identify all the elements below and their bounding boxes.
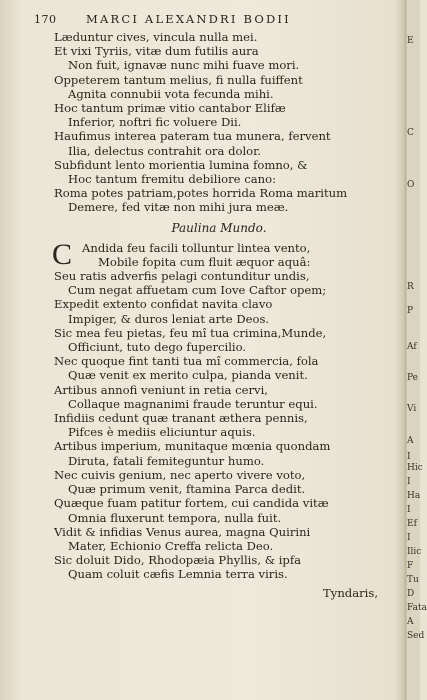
verse-line: Subfidunt lento morientia lumina fomno, & (54, 157, 308, 172)
facing-page-fragment: I (407, 533, 411, 543)
facing-page-fragment: I (407, 452, 411, 462)
verse-line: Haufimus interea pateram tua munera, fervent (54, 129, 331, 144)
facing-page-fragment: I (407, 477, 411, 487)
poem-paulina (54, 269, 384, 581)
facing-page-fragment: R (407, 282, 414, 292)
verse-line: Omnia fluxerunt tempora, nulla fuit. (68, 510, 282, 525)
catchword: Tyndaris, (323, 585, 378, 600)
verse-line: Inferior, noftri fic voluere Dii. (68, 115, 242, 130)
page-number: 170 (34, 13, 57, 26)
facing-page-fragment: Ef (407, 519, 417, 529)
facing-page-fragment: E (407, 36, 414, 46)
facing-page-fragment: Fata (407, 603, 427, 613)
facing-page-fragment: Hic (407, 463, 423, 473)
poem-opening (52, 237, 384, 271)
facing-page-fragment: Vi (407, 404, 417, 414)
verse-line: Quæ primum venit, ftamina Parca dedit. (68, 482, 306, 497)
verse-line: Nec cuivis genium, nec aperto vivere voto, (54, 467, 306, 482)
verse-line: Impiger, & duros leniat arte Deos. (68, 311, 270, 326)
facing-page-fragment: Sed (407, 631, 425, 641)
facing-page-fragment: D (407, 589, 415, 599)
facing-page-fragment: C (407, 128, 414, 138)
verse-line: Cum negat affuetam cum Iove Caftor opem; (68, 283, 327, 298)
facing-page-fragment: Pe (407, 373, 418, 383)
verse-line: Hoc tantum fremitu debiliore cano: (68, 172, 276, 187)
verse-line: Sic mea feu pietas, feu mî tua crimina,Munde, (54, 325, 327, 340)
verse-line: Roma potes patriam,potes horrida Roma maritum (54, 186, 348, 201)
facing-page-fragment: P (407, 306, 414, 316)
facing-page-fragment: Ilic (407, 547, 422, 557)
facing-page-fragment: I (407, 505, 411, 515)
poem-dido (54, 30, 384, 215)
verse-line: Nec quoque fint tanti tua mî commercia, fola (54, 354, 319, 369)
verse-line: Quæ venit ex merito culpa, pianda venit. (68, 368, 308, 383)
verse-line: Officiunt, tuto dego fupercilio. (68, 340, 247, 355)
verse-line: Artibus imperium, munitaque mœnia quondam (54, 439, 331, 454)
running-title: MARCI ALEXANDRI BODII (86, 12, 291, 26)
facing-page-fragment: A (407, 617, 414, 627)
verse-line: Mobile fopita cum fluit æquor aquâ: (98, 254, 311, 269)
verse-line: Quæque fuam patitur fortem, cui candida vitæ (54, 496, 329, 511)
drop-cap: C (52, 237, 73, 271)
verse-line: Quam coluit cæfis Lemnia terra viris. (68, 567, 288, 582)
verse-line: Collaque magnanimi fraude teruntur equi. (68, 396, 318, 411)
facing-page-fragment: F (407, 561, 414, 571)
verse-line: Oppeterem tantum melius, fi nulla fuiffent (54, 72, 303, 87)
verse-line: Expedit extento confidat navita clavo (54, 297, 273, 312)
facing-page-edge (406, 0, 427, 700)
facing-page-fragment: Ha (407, 491, 421, 501)
section-title: Paulina Mundo. (171, 220, 267, 235)
text-column (34, 12, 384, 600)
facing-page-fragment: O (407, 180, 415, 190)
verse-line: Ilia, delectus contrahit ora dolor. (68, 143, 262, 158)
facing-page-fragment: Tu (407, 575, 419, 585)
verse-line: Vidit & infidias Venus aurea, magna Quirini (54, 524, 311, 539)
verse-line: Andida feu facili tolluntur lintea vento, (82, 240, 311, 255)
verse-line: Non fuit, ignavæ nunc mihi fuave mori. (68, 58, 300, 73)
verse-line: Seu ratis adverfis pelagi contunditur undis, (54, 269, 310, 284)
verse-line: Mater, Echionio Creffa relicta Deo. (68, 538, 274, 553)
verse-line: Pifces è mediis eliciuntur aquis. (68, 425, 256, 440)
verse-line: Hoc tantum primæ vitio cantabor Elifæ (54, 101, 286, 116)
verse-line: Diruta, fatali femiteguntur humo. (68, 453, 265, 468)
page-header (34, 12, 384, 26)
verse-line: Et vixi Tyriis, vitæ dum futilis aura (54, 44, 259, 59)
verse-line: Demere, fed vitæ non mihi jura meæ. (68, 200, 289, 215)
verse-line: Sic doluit Dido, Rhodopæia Phyllis, & ipfa (54, 553, 302, 568)
verse-line: Artibus annofi veniunt in retia cervi, (54, 382, 268, 397)
verse-line: Agnita connubii vota fecunda mihi. (68, 86, 274, 101)
facing-page-fragment: Af (407, 342, 417, 352)
verse-line: Læduntur cives, vincula nulla mei. (54, 30, 258, 44)
facing-page-fragment: A (407, 436, 414, 446)
verse-line: Infidiis cedunt quæ tranant æthera pennis, (54, 411, 308, 426)
